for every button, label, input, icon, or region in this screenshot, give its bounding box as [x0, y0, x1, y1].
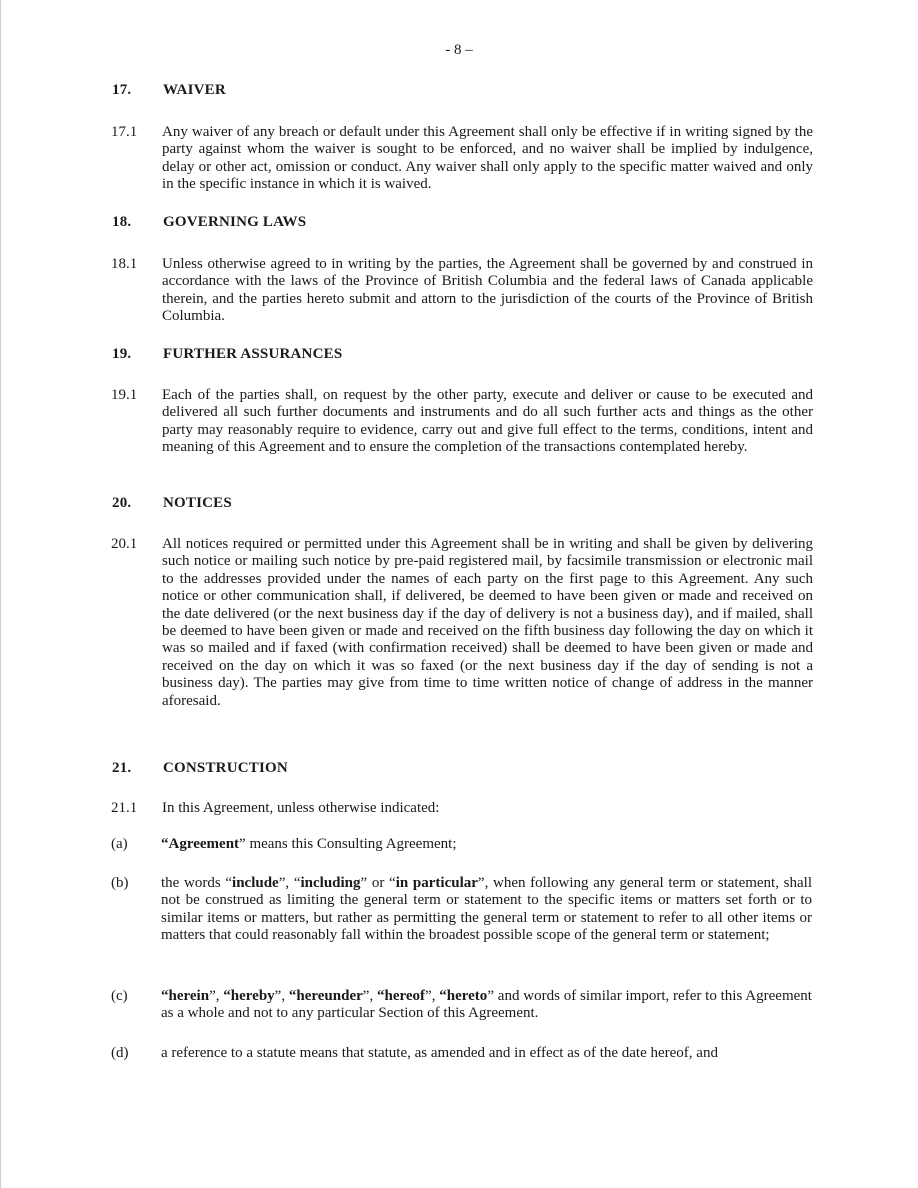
clause-number: 20.1: [111, 536, 138, 552]
clause-number: 18.1: [111, 256, 138, 272]
section-title: GOVERNING LAWS: [163, 214, 307, 230]
section-title: FURTHER ASSURANCES: [163, 346, 343, 362]
clause-number: 21.1: [111, 800, 138, 816]
text-run: ” or “: [360, 875, 396, 891]
list-item-text: [161, 988, 812, 1023]
clause-text: Any waiver of any breach or default under this Agreement shall only be effective if in writing signed by the party against whom the waiver is sought to be enforced, and no waiver shall be implied by indulgence, delay or other act, omission or conduct. Any waiver shall only apply to the specific matter waived and only in the specific instance in which it is waived.: [162, 124, 813, 193]
clause-text: All notices required or permitted under this Agreement shall be in writing and shall be given by delivering such notice or mailing such notice by pre-paid registered mail, by facsimile transmission or electronic mail to the addresses provided under the names of each party on the first page to this Agreement. Any such notice or other communication shall, if delivered, be deemed to have been given or made and received on the date delivered (or the next business day if the day of delivery is not a business day), and if mailed, shall be deemed to have been given or made and received on the fifth business day following the day on which it was so mailed and if faxed (with confirmation received) shall be deemed to have been given or made and received on the day on which it was so faxed (or the next business day if the day of sending is not a business day). The parties may give from time to time written notice of change of address in the manner aforesaid.: [162, 536, 813, 709]
section-number: 19.: [112, 346, 132, 362]
text-run: the words “: [161, 875, 233, 891]
defined-term: in particular: [395, 875, 478, 891]
section-title: CONSTRUCTION: [163, 760, 288, 776]
section-number: 21.: [112, 760, 132, 776]
text-run: ”,: [362, 988, 377, 1004]
text-run: ”,: [425, 988, 440, 1004]
section-number: 17.: [112, 82, 132, 98]
list-marker: (b): [111, 875, 129, 891]
list-item-text: a reference to a statute means that statute, as amended and in effect as of the date hereof, and: [161, 1045, 718, 1061]
list-marker: (c): [111, 988, 128, 1004]
section-number: 18.: [112, 214, 132, 230]
section-title: WAIVER: [163, 82, 226, 98]
text-run: ” and words of similar import, refer to this Agreement as a whole and not to any particular Section of this Agreement.: [161, 988, 812, 1022]
definition-text: ” means this Consulting Agreement;: [239, 836, 457, 852]
clause-text: In this Agreement, unless otherwise indicated:: [162, 800, 440, 816]
list-marker: (a): [111, 836, 128, 852]
text-run: ”, “: [278, 875, 301, 891]
text-run: ”,: [209, 988, 224, 1004]
clause-number: 19.1: [111, 387, 138, 403]
defined-term: including: [300, 875, 361, 891]
clause-number: 17.1: [111, 124, 138, 140]
text-run: ”, when following any general term or statement, shall not be construed as limiting the general term or statement to the specific items or matters set forth or to similar items or matters, but rather as permitting the general term or statement to refer to all other items or matters that could reasonably fall within the broadest possible scope of the general term or statement;: [161, 875, 812, 944]
clause-text: Unless otherwise agreed to in writing by the parties, the Agreement shall be governed by and construed in accordance with the laws of the Province of British Columbia and the federal laws of Canada applicable therein, and the parties hereto submit and attorn to the jurisdiction of the courts of the Province of British Columbia.: [162, 256, 813, 325]
defined-term: “Agreement: [161, 836, 240, 852]
section-title: NOTICES: [163, 495, 232, 511]
defined-term: “hereof: [377, 988, 426, 1004]
page-number: - 8 –: [445, 42, 473, 58]
defined-term: “hereby: [223, 988, 275, 1004]
defined-term: “hereto: [439, 988, 488, 1004]
list-marker: (d): [111, 1045, 129, 1061]
page-edge: [0, 0, 1, 1188]
text-run: ”,: [274, 988, 289, 1004]
defined-term: include: [232, 875, 279, 891]
list-item-text: [161, 836, 812, 853]
defined-term: “herein: [161, 988, 210, 1004]
list-item-text: [161, 875, 812, 945]
clause-text: Each of the parties shall, on request by the other party, execute and deliver or cause to be executed and delivered all such further documents and instruments and do all such further acts and things as the other party may reasonably require to evidence, carry out and give full effect to the terms, conditions, intent and meaning of this Agreement and to ensure the completion of the transactions contemplated hereby.: [162, 387, 813, 456]
section-number: 20.: [112, 495, 132, 511]
defined-term: “hereunder: [288, 988, 363, 1004]
